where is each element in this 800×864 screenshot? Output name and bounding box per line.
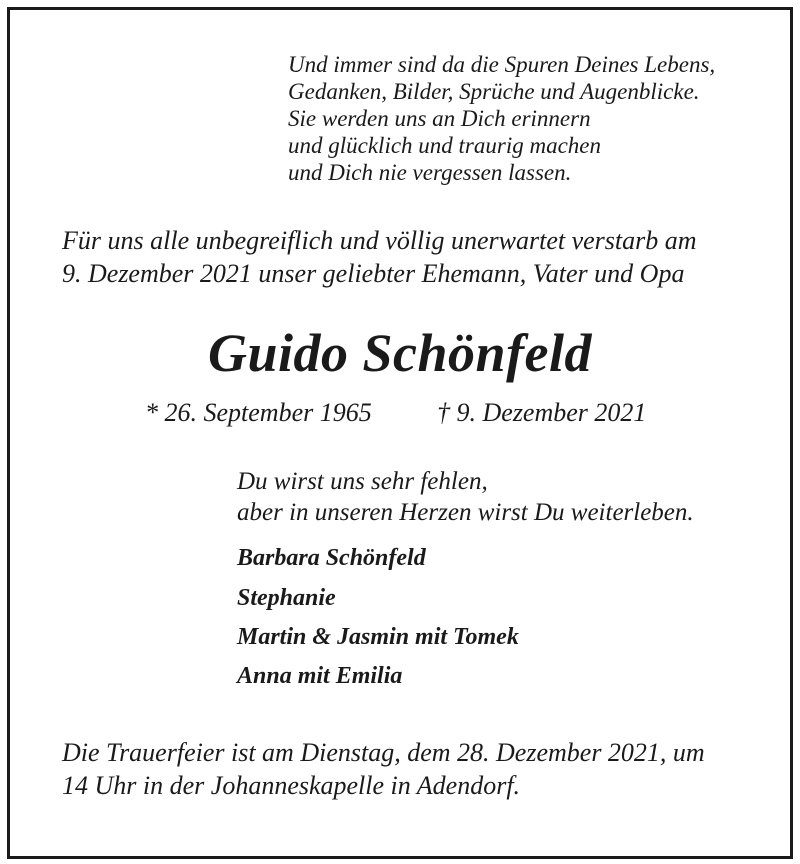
service-line: Die Trauerfeier ist am Dienstag, dem 28. Dezember 2021, um [62, 738, 705, 767]
deceased-name: Guido Schönfeld [207, 323, 593, 383]
mourner-name: Martin & Jasmin mit Tomek [237, 624, 519, 650]
poem-line: Und immer sind da die Spuren Deines Lebens, [288, 52, 716, 77]
mourner-name: Barbara Schönfeld [237, 545, 426, 571]
announcement-line: 9. Dezember 2021 unser geliebter Ehemann, Vater und Opa [62, 259, 685, 288]
poem-line: und glücklich und traurig machen [288, 133, 602, 158]
farewell-line: aber in unseren Herzen wirst Du weiterleben. [237, 499, 694, 526]
service-line: 14 Uhr in der Johanneskapelle in Adendorf. [62, 771, 521, 800]
announcement-line: Für uns alle unbegreiflich und völlig unerwartet verstarb am [62, 226, 697, 255]
birth-date: * 26. September 1965 [145, 398, 372, 427]
death-date: † 9. Dezember 2021 [437, 398, 647, 427]
poem-line: Gedanken, Bilder, Sprüche und Augenblicke. [288, 79, 700, 104]
mourner-name: Anna mit Emilia [237, 663, 403, 689]
poem-line: Sie werden uns an Dich erinnern [288, 106, 591, 131]
mourner-name: Stephanie [237, 585, 336, 611]
farewell-line: Du wirst uns sehr fehlen, [237, 468, 488, 495]
poem-line: und Dich nie vergessen lassen. [288, 160, 572, 185]
